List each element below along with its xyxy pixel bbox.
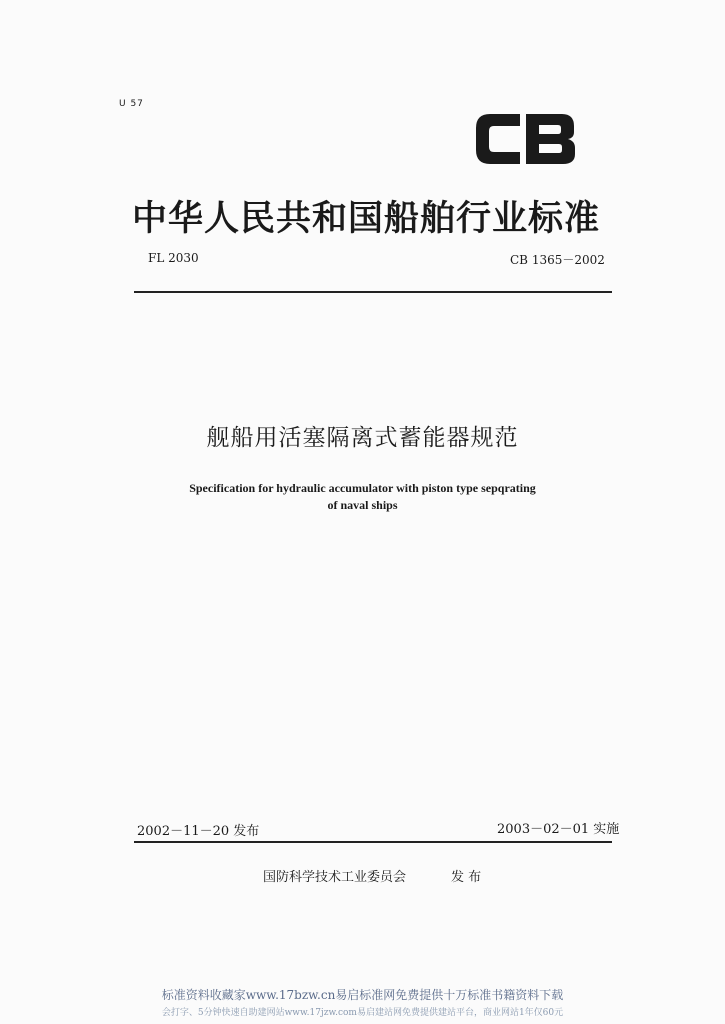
english-title xyxy=(0,480,725,514)
issue-date: 2002－11－20 发布 xyxy=(137,824,260,839)
header-divider xyxy=(134,291,612,293)
english-title-line-2: of naval ships xyxy=(327,498,398,512)
watermark-footer-2: 会打字、5分钟快速自助建网站www.17jzw.com易启建站网免费提供建站平台，商业网站1年仅60元 xyxy=(161,1008,564,1018)
document-code-left: FL 2030 xyxy=(148,251,199,265)
footer-divider xyxy=(134,841,612,843)
cb-logo xyxy=(470,108,580,170)
implementation-date: 2003－02－01 实施 xyxy=(497,822,620,837)
publisher-name: 国防科学技术工业委员会 xyxy=(263,870,407,885)
classification-code: U 57 xyxy=(119,99,144,109)
publish-label: 发 布 xyxy=(451,870,482,885)
watermark-footer-1: 标准资料收藏家www.17bzw.cn易启标准网免费提供十万标准书籍资料下载 xyxy=(161,988,564,1002)
english-title-line-1: Specification for hydraulic accumulator with piston type sepqrating xyxy=(189,481,536,495)
document-code-right: CB 1365－2002 xyxy=(510,253,605,267)
standard-title: 中华人民共和国船舶行业标准 xyxy=(132,199,601,239)
logo-text: CB xyxy=(525,144,527,145)
chinese-title: 舰船用活塞隔离式蓄能器规范 xyxy=(206,425,519,451)
